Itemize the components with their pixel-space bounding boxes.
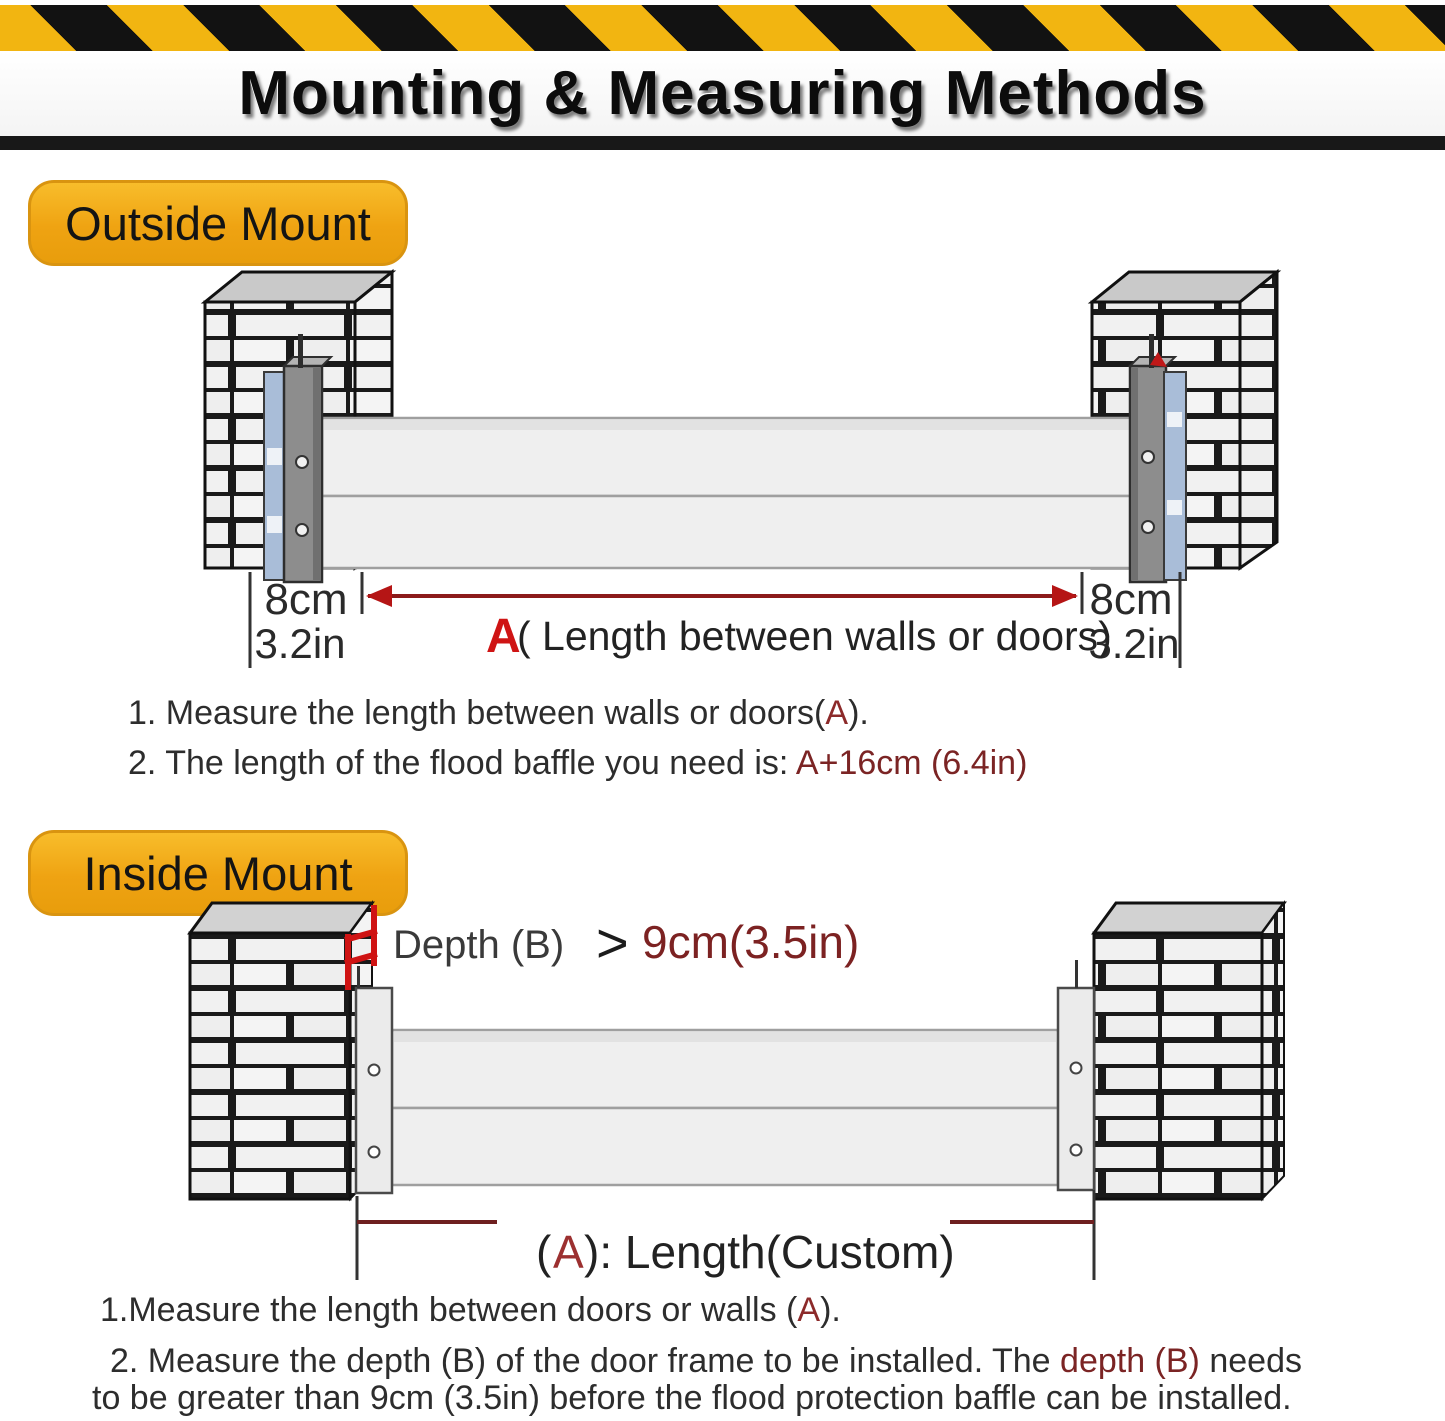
outside-instruction-1-a: A [825,694,849,732]
inside-instruction-3 [92,1379,1292,1418]
screw-hole [1071,1145,1082,1156]
right-width-in: 3.2in [1088,620,1180,667]
span-label-a: A [486,610,521,663]
outside-left-channel [264,334,331,582]
anchor-pin [357,966,360,988]
span-label-text: ( Length between walls or doors) [517,613,1112,659]
screw-hole [1142,451,1154,463]
arrowhead-right [1052,585,1078,607]
screw-hole [296,456,308,468]
outside-mount-diagram [205,272,1277,668]
depth-label [393,911,859,974]
outside-mount-label-text: Outside Mount [65,196,371,250]
screw-hole [369,1147,380,1158]
screw-hole [1142,521,1154,533]
inside-mount-label-text: Inside Mount [83,846,353,900]
inside-right-pillar [1094,903,1284,1199]
inside-left-channel [356,966,392,1193]
pillar-top-slab [190,903,372,933]
depth-value: 9cm(3.5in) [642,916,860,968]
greater-than-sign: > [596,911,629,974]
right-width-cm: 8cm [1089,575,1173,624]
depth-label-text: Depth (B) [393,923,565,967]
pillar-side-face [1262,903,1284,1199]
length-label-a: A [553,1226,584,1278]
inside-instruction-1-text: 1.Measure the length between doors or walls ( [100,1291,798,1329]
pillar-front-face [1094,933,1262,1199]
barrier-panel-bottom [392,1108,1058,1185]
pillar-side-face [1240,272,1277,568]
anchor-pin [1075,960,1078,988]
screw-hole [1071,1063,1082,1074]
outside-instruction-1-end: ). [848,694,869,732]
screw-hole [369,1065,380,1076]
inside-instruction-2 [110,1342,1302,1381]
page-title: Mounting & Measuring Methods [238,59,1207,128]
channel-body [1058,988,1094,1190]
inside-left-pillar [190,903,372,1199]
seal-notch [267,448,282,465]
inside-instruction-2-end: needs [1199,1342,1302,1380]
barrier-panel-bottom [322,496,1133,568]
outside-measurements [250,572,1180,668]
channel-top-face [284,357,331,366]
outside-instruction-2 [128,744,1027,783]
barrier-top-bevel [394,1032,1056,1042]
outside-right-channel [1130,334,1186,582]
channel-body [356,988,392,1193]
outside-instruction-1 [128,694,869,733]
barrier-top-bevel [324,420,1131,430]
anchor-pin [298,334,303,368]
outside-instruction-2-text: 2. The length of the flood baffle you need is: [128,744,796,782]
arrowhead-left [366,585,392,607]
inside-instruction-2-text: 2. Measure the depth (B) of the door frame to be installed. The [110,1342,1061,1380]
inside-instruction-1 [100,1291,841,1330]
outside-instruction-2-formula: A+16cm (6.4in) [795,744,1028,782]
inside-instruction-1-end: ). [820,1291,841,1329]
inside-mount-diagram [190,903,1284,1280]
pillar-front-face [190,933,350,1199]
inside-measurements [357,1190,1094,1280]
inside-instruction-3-text: to be greater than 9cm (3.5in) before the flood protection baffle can be installed. [92,1379,1292,1417]
inside-instruction-1-a: A [797,1291,821,1329]
seal-notch [267,516,282,533]
outside-instruction-1-text: 1. Measure the length between walls or doors( [128,694,826,732]
outside-flood-barrier [322,418,1133,568]
pillar-top-slab [1094,903,1284,933]
inside-right-channel [1058,960,1094,1190]
channel-seal-strip [264,372,286,580]
channel-shade [313,368,321,580]
seal-notch [1167,500,1182,515]
left-width-cm: 8cm [264,575,348,624]
seal-notch [1167,412,1182,427]
channel-seal-strip [1164,372,1186,580]
screw-hole [296,524,308,536]
inside-flood-barrier [392,1030,1058,1185]
inside-instruction-2-depth: depth (B) [1060,1342,1200,1380]
channel-shade [1131,368,1138,580]
length-label-open: ( [536,1226,552,1278]
left-width-in: 3.2in [254,620,346,667]
length-label-text: ): Length(Custom) [584,1226,955,1278]
